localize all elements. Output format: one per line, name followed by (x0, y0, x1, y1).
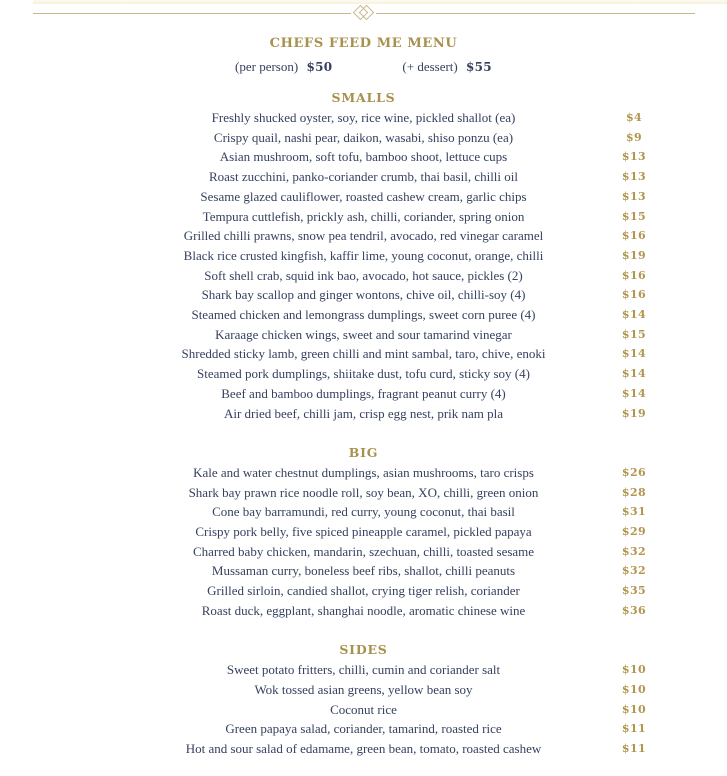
menu-item-row (0, 463, 727, 483)
dessert-label: (+ dessert) (402, 59, 458, 74)
menu-item-row (0, 601, 727, 621)
menu-section (0, 640, 727, 759)
menu-item-row (0, 483, 727, 503)
dish-price: $19 (621, 248, 647, 262)
dish-price: $26 (621, 465, 647, 479)
dish-description: Sesame glazed cauliflower, roasted cashew cream, garlic chips (200, 188, 527, 204)
section-header: SIDES (339, 642, 388, 658)
section-rows (0, 660, 727, 759)
dish-price: $35 (621, 584, 647, 598)
dish-description: Sweet potato fritters, chilli, cumin and coriander salt (226, 662, 501, 678)
dish-price: $32 (621, 564, 647, 578)
dish-description: Mussaman curry, boneless beef ribs, shallot, chilli peanuts (211, 563, 516, 579)
dish-price: $10 (621, 682, 647, 696)
feed-me-pricing (0, 59, 727, 75)
menu-section (0, 443, 727, 621)
menu-item-row (0, 522, 727, 542)
menu-item-row (0, 325, 727, 345)
menu-title: CHEFS FEED ME MENU (269, 36, 458, 51)
dish-price: $19 (621, 406, 647, 420)
dish-price: $31 (621, 505, 647, 519)
dish-description: Soft shell crab, squid ink bao, avocado, hot sauce, pickles (2) (204, 267, 523, 283)
pricing-with-dessert (402, 59, 492, 75)
menu-item-row (0, 207, 727, 227)
dish-price: $14 (621, 308, 647, 322)
dish-description: Kale and water chestnut dumplings, asian mushrooms, taro crisps (193, 464, 534, 480)
dish-price: $13 (621, 170, 647, 184)
menu-item-row (0, 108, 727, 128)
dish-description: Cone bay barramundi, red curry, young coconut, thai basil (212, 504, 515, 520)
dish-description: Freshly shucked oyster, soy, rice wine, pickled shallot (ea) (211, 110, 516, 125)
menu-item-row (0, 404, 727, 424)
dish-price: $10 (621, 702, 647, 716)
dish-description: Hot and sour salad of edamame, green bean, tomato, roasted cashew (185, 741, 542, 757)
section-header: BIG (348, 444, 379, 460)
dish-price: $10 (621, 663, 647, 677)
dish-description: Steamed pork dumplings, shiitake dust, tofu curd, sticky soy (4) (197, 366, 530, 382)
per-person-price: $50 (306, 60, 333, 74)
dish-description: Black rice crusted kingfish, kaffir lime, young coconut, orange, chilli (183, 247, 544, 263)
dessert-price: $55 (466, 60, 492, 74)
dish-price: $15 (621, 327, 647, 341)
dish-price: $14 (621, 347, 647, 361)
dish-price: $28 (621, 485, 647, 499)
menu-item-row (0, 719, 727, 739)
dish-price: $14 (621, 367, 647, 381)
section-header: SMALLS (331, 90, 396, 105)
per-person-label: (per person) (235, 59, 299, 74)
dish-price: $16 (621, 229, 647, 243)
dish-description: Asian mushroom, soft tofu, bamboo shoot, lettuce cups (219, 149, 508, 165)
dish-description: Roast duck, eggplant, shanghai noodle, aromatic chinese wine (201, 602, 526, 618)
dish-description: Charred baby chicken, mandarin, szechuan, chilli, toasted sesame (192, 543, 535, 559)
menu-item-row (0, 128, 727, 148)
dish-description: Grilled sirloin, candied shallot, crying tiger relish, coriander (207, 583, 520, 599)
menu-item-row (0, 266, 727, 286)
dish-description: Shredded sticky lamb, green chilli and mint sambal, taro, chive, enoki (181, 346, 546, 362)
menu-item-row (0, 147, 727, 167)
menu-item-row (0, 502, 727, 522)
dish-price: $9 (625, 130, 643, 144)
menu-item-row (0, 581, 727, 601)
dish-description: Green papaya salad, coriander, tamarind, roasted rice (225, 721, 502, 737)
menu-item-row (0, 561, 727, 581)
menu-item-row (0, 246, 727, 266)
pricing-per-person (235, 59, 332, 75)
menu-item-row (0, 344, 727, 364)
menu-item-row (0, 364, 727, 384)
dish-price: $14 (621, 386, 647, 400)
dish-description: Shark bay scallop and ginger wontons, chive oil, chilli-soy (4) (201, 287, 526, 303)
menu-item-row (0, 167, 727, 187)
dish-description: Karaage chicken wings, sweet and sour tamarind vinegar (215, 326, 512, 342)
menu-item-row (0, 700, 727, 720)
dish-price: $16 (621, 288, 647, 302)
menu-item-row (0, 305, 727, 325)
double-diamond-icon (351, 5, 376, 20)
dish-description: Air dried beef, chilli jam, crisp egg nest, prik nam pla (223, 405, 504, 421)
dish-price: $11 (621, 742, 647, 756)
dish-price: $11 (621, 722, 647, 736)
menu-item-row (0, 660, 727, 680)
dish-price: $16 (621, 268, 647, 282)
top-accent-line (33, 0, 727, 4)
dish-description: Crispy pork belly, five spiced pineapple caramel, pickled papaya (195, 524, 532, 540)
dish-description: Tempura cuttlefish, prickly ash, chilli, coriander, spring onion (202, 208, 525, 224)
dish-description: Crispy quail, nashi pear, daikon, wasabi, shiso ponzu (ea) (213, 129, 514, 145)
menu-item-row (0, 739, 727, 759)
dish-description: Wok tossed asian greens, yellow bean soy (254, 681, 473, 697)
dish-description: Steamed chicken and lemongrass dumplings, sweet corn puree (4) (191, 307, 536, 323)
menu-section (0, 88, 727, 423)
dish-price: $4 (625, 111, 643, 124)
menu-item-row (0, 542, 727, 562)
menu-item-row (0, 285, 727, 305)
dish-price: $13 (621, 189, 647, 203)
dish-description: Grilled chilli prawns, snow pea tendril, avocado, red vinegar caramel (183, 228, 544, 244)
dish-price: $15 (621, 209, 647, 223)
section-rows (0, 108, 727, 423)
section-rows (0, 463, 727, 621)
dish-description: Coconut rice (330, 701, 397, 717)
dish-price: $13 (621, 150, 647, 164)
dish-description: Shark bay prawn rice noodle roll, soy bean, XO, chilli, green onion (188, 484, 539, 500)
dish-description: Roast zucchini, panko-coriander crumb, thai basil, chilli oil (208, 169, 519, 185)
dish-price: $32 (621, 544, 647, 558)
menu-item-row (0, 384, 727, 404)
menu-item-row (0, 226, 727, 246)
menu-sections (0, 88, 727, 759)
dish-description: Beef and bamboo dumplings, fragrant peanut curry (4) (221, 385, 506, 401)
ornament-divider (0, 13, 727, 14)
dish-price: $29 (621, 525, 647, 539)
dish-price: $36 (621, 603, 647, 617)
menu-item-row (0, 680, 727, 700)
menu-item-row (0, 187, 727, 207)
